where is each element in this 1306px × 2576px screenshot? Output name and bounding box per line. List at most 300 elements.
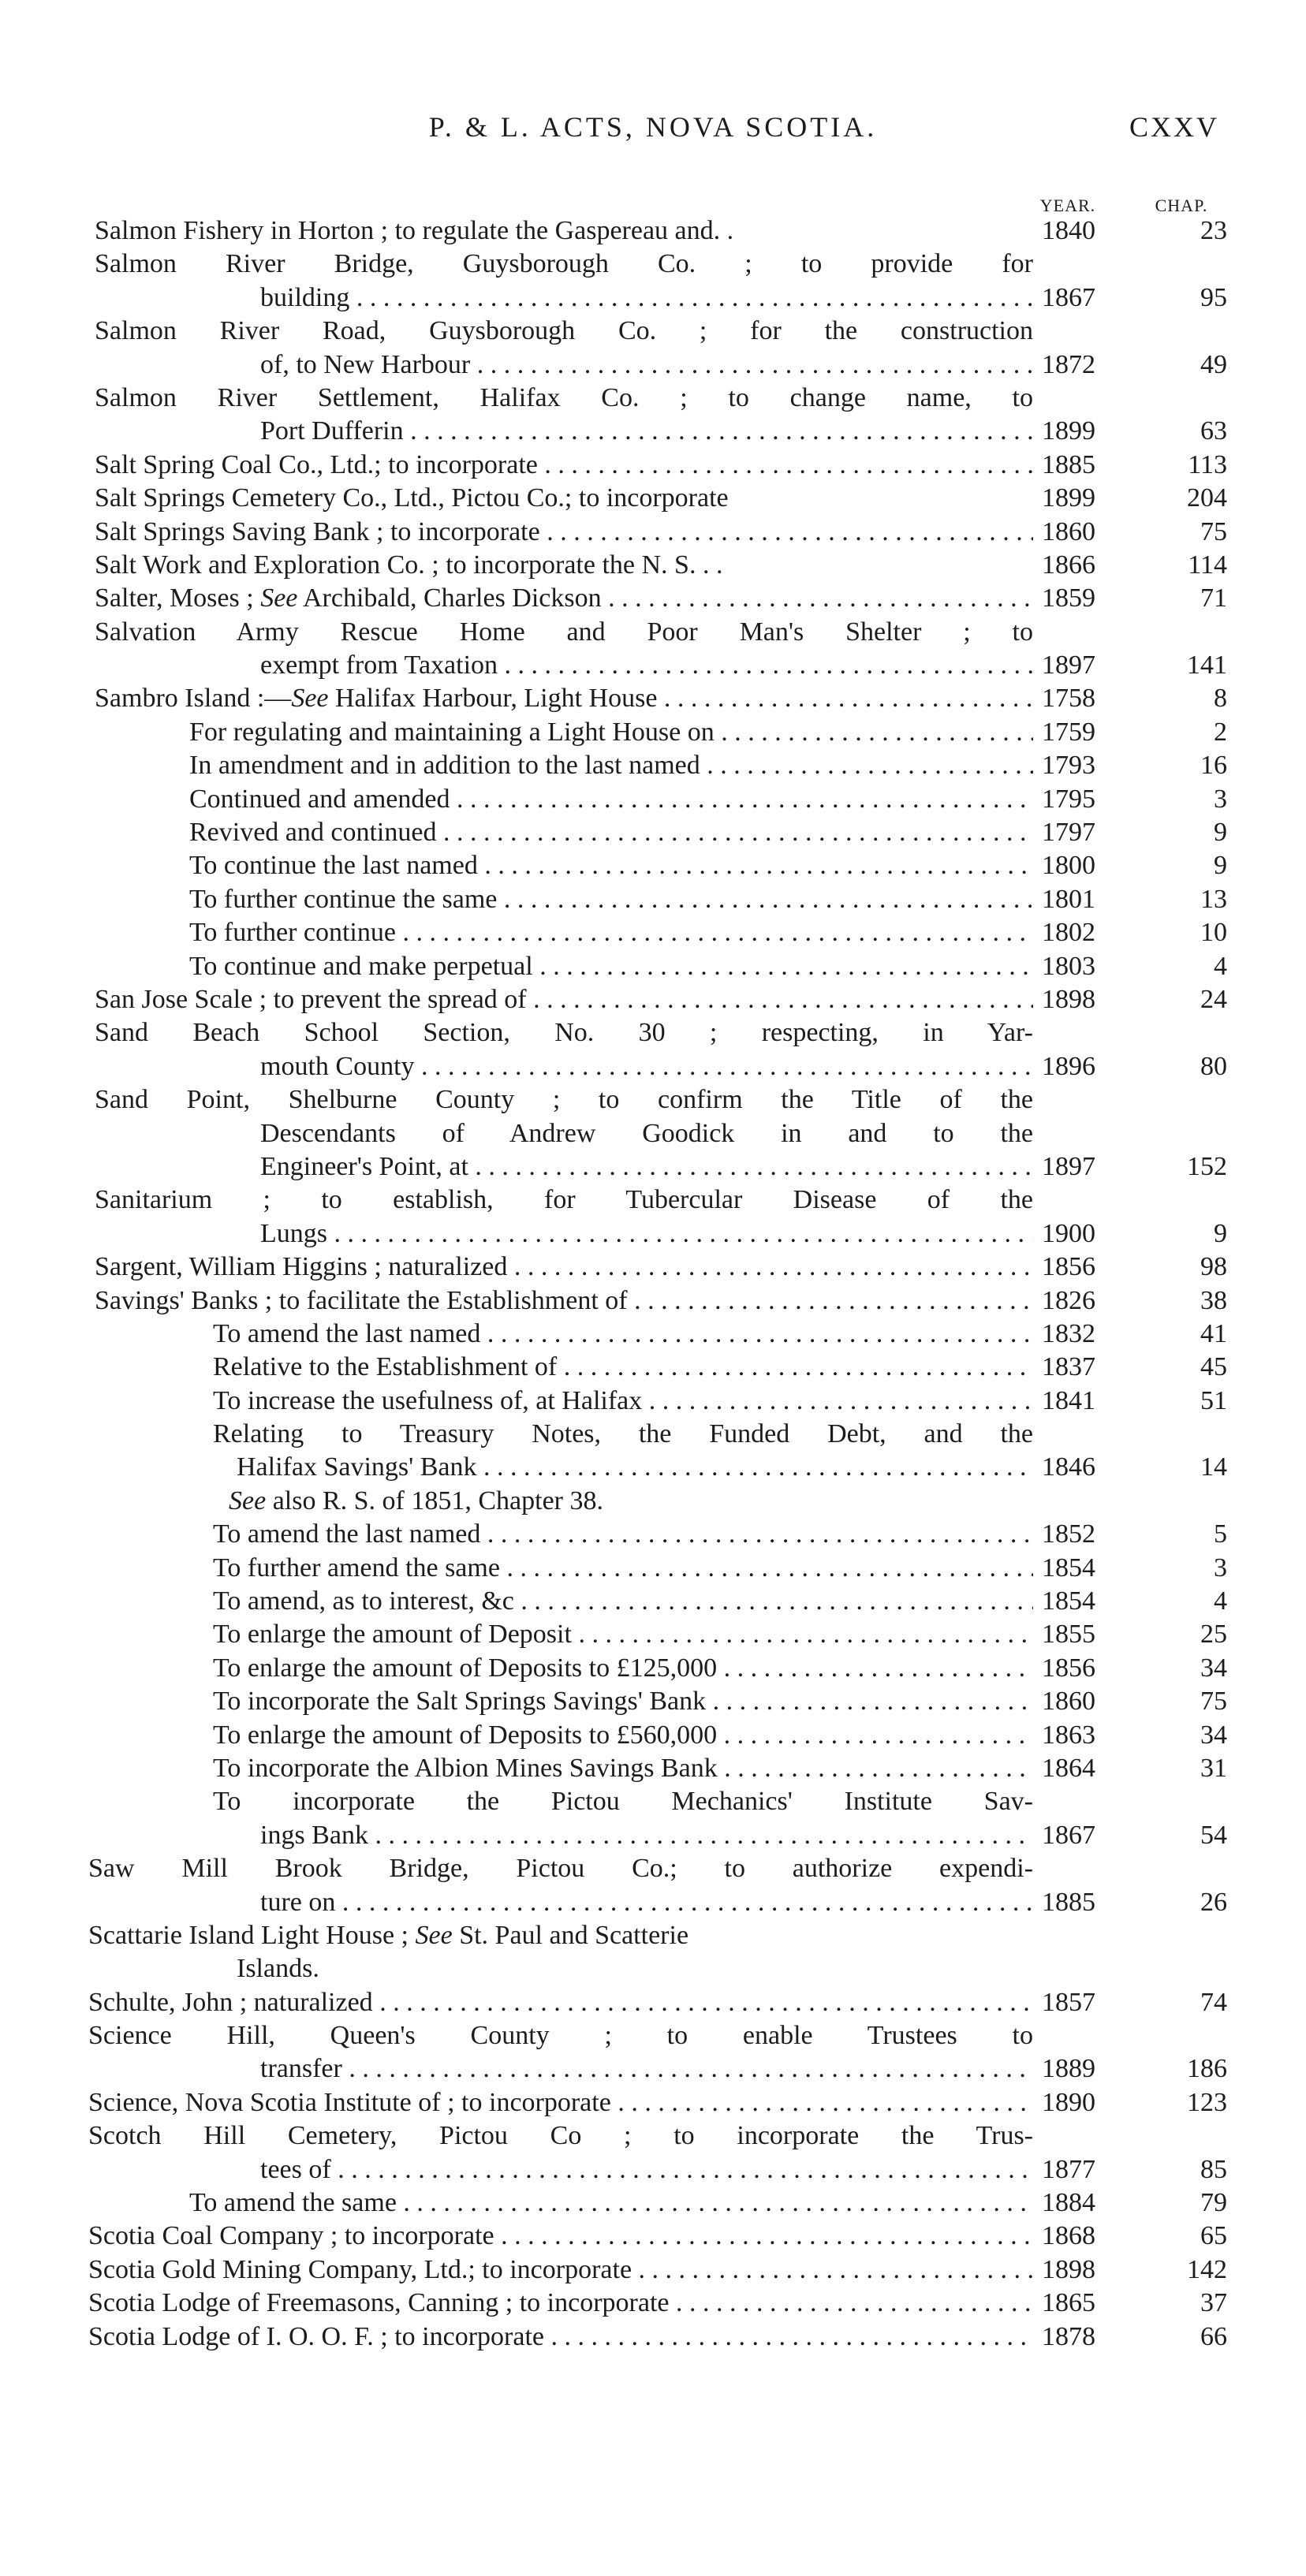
entry-heading: To enlarge the amount of Deposits to £125,000 [213,1653,718,1683]
entry-heading: ings Bank [260,1820,368,1850]
entry-year: 1878 [1042,2321,1095,2351]
entry-text [260,349,1033,382]
entry-text [189,849,1033,882]
index-line [0,2287,1306,2320]
index-line [0,549,1306,582]
entry-heading: Scotch Hill Cemetery, Pictou Co ; to incorporate the Trus- [88,2121,1033,2151]
entry-text [95,449,1033,482]
index-line [0,1385,1306,1418]
entry-chapter: 45 [1200,1352,1227,1382]
entry-text [95,582,1033,615]
entry-year: 1899 [1042,416,1095,446]
entry-chapter: 123 [1187,2087,1227,2117]
index-line [0,2052,1306,2086]
entry-year: 1896 [1042,1051,1095,1081]
index-line [0,1952,1306,1985]
entry-year: 1854 [1042,1553,1095,1583]
entry-year: 1801 [1042,884,1095,914]
entry-text [237,1451,1033,1484]
entry-heading: Sand Point, Shelburne County ; to confirm the Title of the [95,1085,1033,1115]
entry-year: 1877 [1042,2154,1095,2184]
index-line [0,2254,1306,2287]
entry-heading: ture on [260,1887,336,1917]
entry-year: 1897 [1042,1151,1095,1181]
entry-heading: tees of [260,2154,331,2184]
entry-heading: Revived and continued [189,818,437,848]
entry-text [213,1552,1033,1585]
entry-heading: Lungs [260,1218,327,1248]
entry-year: 1860 [1042,516,1095,546]
entry-year: 1890 [1042,2087,1095,2117]
entry-chapter: 79 [1200,2188,1227,2218]
index-line [0,582,1306,615]
index-line [0,816,1306,849]
index-line [0,1652,1306,1685]
entry-year: 1868 [1042,2221,1095,2251]
entry-year: 1854 [1042,1586,1095,1616]
index-line [0,2321,1306,2354]
entry-heading: Salt Work and Exploration Co. ; to incorporate the N. S. . . [95,550,723,580]
entry-chapter: 98 [1200,1252,1227,1282]
entry-chapter: 4 [1214,1586,1227,1616]
entry-chapter: 9 [1214,851,1227,881]
entry-chapter: 38 [1200,1285,1227,1315]
entry-chapter: 85 [1200,2154,1227,2184]
entry-text [95,1284,1033,1318]
entry-year: 1857 [1042,1987,1095,2017]
index-line [0,883,1306,916]
entry-chapter: 75 [1200,1687,1227,1717]
entry-text [95,482,1033,515]
entry-heading: To incorporate the Salt Springs Savings' Bank [213,1687,707,1717]
entry-heading: Salter, Moses ; [95,583,261,613]
entry-heading: Salmon River Settlement, Halifax Co. ; to change name, to [95,382,1033,412]
entry-heading: Engineer's Point, at [260,1151,468,1181]
entry-chapter: 2 [1214,717,1227,747]
index-line [0,1585,1306,1618]
entry-text [95,549,1033,582]
index-line [0,449,1306,482]
index-line [0,1351,1306,1384]
entry-year: 1797 [1042,818,1095,848]
entry-heading: To increase the usefulness of, at Halifax [213,1385,643,1415]
entry-heading: Salvation Army Rescue Home and Poor Man's Shelter ; to [95,617,1033,647]
index-line [0,1819,1306,1852]
entry-heading: To incorporate the Albion Mines Savings Bank [213,1753,718,1783]
entry-text [88,2220,1033,2253]
entry-heading: transfer [260,2054,342,2084]
entry-chapter: 49 [1200,349,1227,379]
entry-heading: To amend the same [189,2188,397,2218]
index-line [0,749,1306,782]
entry-year: 1865 [1042,2288,1095,2318]
entry-text [95,1016,1033,1049]
entry-chapter: 113 [1188,449,1227,479]
entry-text [95,214,1033,248]
entry-text [189,749,1033,782]
index-line [0,281,1306,315]
index-line [0,315,1306,348]
entry-year: 1885 [1042,1887,1095,1917]
entry-text [213,1318,1033,1351]
entry-text [213,1652,1033,1685]
index-line [0,415,1306,448]
entry-text [95,248,1033,281]
index-line [0,716,1306,749]
entry-reference: also R. S. of 1851, Chapter 38. [266,1486,603,1515]
entry-text [213,1685,1033,1718]
entry-year: 1826 [1042,1285,1095,1315]
entry-text [95,1083,1033,1117]
entry-text [260,1819,1033,1852]
entry-year: 1855 [1042,1620,1095,1650]
entry-year: 1759 [1042,717,1095,747]
entry-text [88,2287,1033,2320]
entry-text [88,1852,1033,1885]
entry-text [213,1719,1033,1752]
entry-text [213,1385,1033,1418]
entry-text [213,1618,1033,1651]
entry-chapter: 3 [1214,1553,1227,1583]
index-line [0,1919,1306,1952]
entry-heading: Saw Mill Brook Bridge, Pictou Co.; to authorize expendi- [88,1854,1033,1884]
index-line [0,2019,1306,2052]
index-line [0,649,1306,682]
entry-text [260,1886,1033,1919]
entry-year: 1900 [1042,1218,1095,1248]
entry-heading: mouth County [260,1051,415,1081]
entry-text [213,1518,1033,1551]
entry-heading: Scotia Coal Company ; to incorporate [88,2221,494,2251]
entry-text [189,916,1033,949]
entry-heading: Salt Springs Cemetery Co., Ltd., Pictou Co.; to incorporate [95,483,729,513]
entry-heading: To enlarge the amount of Deposit [213,1620,572,1650]
index-line [0,214,1306,248]
entry-heading: of, to New Harbour [260,349,471,379]
index-line [0,1685,1306,1718]
entry-year: 1872 [1042,349,1095,379]
entry-year: 1793 [1042,751,1095,781]
entry-heading: exempt from Taxation [260,651,498,680]
entry-year: 1867 [1042,282,1095,312]
entry-heading: To incorporate the Pictou Mechanics' Institute Sav- [213,1787,1033,1817]
entry-heading: To amend the last named [213,1519,481,1549]
entry-chapter: 141 [1187,651,1227,680]
entry-text [95,1251,1033,1284]
entry-heading: Salmon Fishery in Horton ; to regulate the Gaspereau and. . [95,216,734,245]
entry-chapter: 23 [1200,216,1227,245]
entry-year: 1795 [1042,784,1095,814]
entry-heading: building [260,282,350,312]
entry-text [260,2052,1033,2086]
index-line [0,1785,1306,1818]
entry-heading: Salt Springs Saving Bank ; to incorporate [95,516,540,546]
index-line [0,1752,1306,1785]
index-line [0,2220,1306,2253]
entry-year: 1884 [1042,2188,1095,2218]
index-line [0,849,1306,882]
entry-heading: Port Dufferin [260,416,404,446]
entry-chapter: 66 [1200,2321,1227,2351]
see-reference-marker: See [229,1486,267,1515]
entry-text [213,1351,1033,1384]
index-line [0,516,1306,549]
entry-chapter: 54 [1200,1820,1227,1850]
entry-text [88,2086,1033,2119]
entry-year: 1856 [1042,1653,1095,1683]
index-line [0,1050,1306,1083]
entry-year: 1846 [1042,1452,1095,1482]
entry-chapter: 80 [1200,1051,1227,1081]
index-line [0,1251,1306,1284]
entry-heading: Sand Beach School Section, No. 30 ; respecting, in Yar- [95,1018,1033,1048]
entry-text [88,2321,1033,2354]
page-header [0,110,1306,158]
entry-text [260,1150,1033,1184]
entry-chapter: 10 [1200,918,1227,948]
entry-heading: Salmon River Road, Guysborough Co. ; for the construction [95,316,1033,346]
entry-chapter: 9 [1214,1218,1227,1248]
entry-text [189,783,1033,816]
entry-heading: To further continue the same [189,884,498,914]
entry-text [260,415,1033,448]
entry-heading: Scattarie Island Light House ; [88,1920,416,1950]
entry-text [95,516,1033,549]
index-line [0,2153,1306,2186]
entry-chapter: 51 [1200,1385,1227,1415]
entry-year: 1864 [1042,1753,1095,1783]
index-line [0,1184,1306,1217]
entry-text [229,1485,1033,1518]
index-line [0,1150,1306,1184]
entry-chapter: 204 [1187,483,1227,513]
entry-heading: Scotia Lodge of I. O. O. F. ; to incorporate [88,2321,544,2351]
index-line [0,983,1306,1016]
index-line [0,616,1306,649]
index-line [0,1552,1306,1585]
index-line [0,2119,1306,2153]
entry-year: 1758 [1042,684,1095,714]
index-line [0,1986,1306,2019]
entry-year: 1859 [1042,583,1095,613]
see-reference-marker: See [291,684,329,714]
index-line [0,916,1306,949]
entry-reference: Archibald, Charles Dickson [297,583,602,613]
entry-heading: Descendants of Andrew Goodick in and to the [260,1118,1033,1148]
index-line [0,1485,1306,1518]
entry-text [88,1986,1033,2019]
index-line [0,1451,1306,1484]
entry-heading: Salmon River Bridge, Guysborough Co. ; to provide for [95,249,1033,279]
entry-year: 1841 [1042,1385,1095,1415]
entry-heading: To further amend the same [213,1553,500,1583]
index-line [0,682,1306,715]
entry-year: 1840 [1042,216,1095,245]
entry-year: 1897 [1042,651,1095,680]
entry-year: 1863 [1042,1720,1095,1750]
entry-heading: To enlarge the amount of Deposits to £560,000 [213,1720,718,1750]
entry-text [88,2119,1033,2153]
entry-text [189,716,1033,749]
entry-text [189,950,1033,983]
entry-heading: Continued and amended [189,784,450,814]
entry-text [88,1919,1033,1952]
entry-year: 1800 [1042,851,1095,881]
entry-chapter: 37 [1200,2288,1227,2318]
entry-heading: Salt Spring Coal Co., Ltd.; to incorporate [95,449,538,479]
entry-text [189,883,1033,916]
entry-year: 1867 [1042,1820,1095,1850]
entry-reference: Halifax Harbour, Light House [328,684,658,714]
entry-chapter: 152 [1187,1151,1227,1181]
entry-text [260,1217,1033,1251]
entry-text [95,983,1033,1016]
index-line [0,482,1306,515]
index-line [0,1618,1306,1651]
entry-year: 1856 [1042,1252,1095,1282]
entry-year: 1866 [1042,550,1095,580]
entry-chapter: 16 [1200,751,1227,781]
index-line [0,1418,1306,1451]
index-line [0,2086,1306,2119]
entry-chapter: 186 [1187,2054,1227,2084]
index-line [0,1284,1306,1318]
entry-year: 1852 [1042,1519,1095,1549]
index-line [0,1083,1306,1117]
entry-chapter: 4 [1214,951,1227,981]
index-line [0,2186,1306,2220]
entry-year: 1889 [1042,2054,1095,2084]
entry-text [95,315,1033,348]
entry-text [260,2153,1033,2186]
entry-year: 1803 [1042,951,1095,981]
entry-text [95,616,1033,649]
entry-year: 1837 [1042,1352,1095,1382]
entry-heading: Relating to Treasury Notes, the Funded Debt, and the [213,1419,1033,1449]
entry-heading: Scotia Gold Mining Company, Ltd.; to incorporate [88,2254,632,2284]
entry-year: 1899 [1042,483,1095,513]
entry-chapter: 142 [1187,2254,1227,2284]
entry-chapter: 9 [1214,818,1227,848]
entry-heading: Sanitarium ; to establish, for Tubercular Disease of the [95,1185,1033,1215]
index-line [0,1016,1306,1049]
entry-year: 1898 [1042,2254,1095,2284]
entry-reference: St. Paul and Scatterie [452,1920,689,1950]
entry-text [260,1050,1033,1083]
entry-heading: San Jose Scale ; to prevent the spread of [95,984,527,1014]
entry-heading: Schulte, John ; naturalized [88,1987,373,2017]
entry-chapter: 25 [1200,1620,1227,1650]
entry-heading: Savings' Banks ; to facilitate the Establishment of [95,1285,628,1315]
entry-text [237,1952,1033,1985]
entry-text [189,2186,1033,2220]
entry-heading: To further continue [189,918,396,948]
entry-chapter: 74 [1200,1987,1227,2017]
entry-text [95,1184,1033,1217]
entry-heading: Relative to the Establishment of [213,1352,558,1382]
entry-year: 1802 [1042,918,1095,948]
entry-year: 1832 [1042,1318,1095,1348]
entry-chapter: 63 [1200,416,1227,446]
entry-chapter: 75 [1200,516,1227,546]
entry-heading: Islands. [237,1954,319,1984]
entry-year: 1885 [1042,449,1095,479]
entry-chapter: 71 [1200,583,1227,613]
entry-heading: For regulating and maintaining a Light House on [189,717,715,747]
index-line [0,1886,1306,1919]
index-line [0,1318,1306,1351]
entry-text [260,281,1033,315]
entry-text [213,1585,1033,1618]
entry-heading: To continue and make perpetual [189,951,533,981]
entry-chapter: 8 [1214,684,1227,714]
index-line [0,248,1306,281]
see-reference-marker: See [260,583,298,613]
entry-heading: In amendment and in addition to the last named [189,751,700,781]
year-column-header: YEAR. [1039,196,1096,215]
index-line [0,349,1306,382]
entry-heading: Science, Nova Scotia Institute of ; to incorporate [88,2087,611,2117]
entry-chapter: 114 [1188,550,1227,580]
index-line [0,783,1306,816]
index-line [0,1117,1306,1150]
entry-chapter: 34 [1200,1720,1227,1750]
index-line [0,950,1306,983]
entry-chapter: 65 [1200,2221,1227,2251]
index-line [0,1217,1306,1251]
entry-chapter: 26 [1200,1887,1227,1917]
entry-chapter: 5 [1214,1519,1227,1549]
entry-chapter: 31 [1200,1753,1227,1783]
entry-chapter: 95 [1200,282,1227,312]
entry-text [95,682,1033,715]
index-line [0,382,1306,415]
entry-text [213,1418,1033,1451]
index-entries [0,214,1306,2354]
entry-chapter: 14 [1200,1452,1227,1482]
entry-text [213,1785,1033,1818]
entry-chapter: 13 [1200,884,1227,914]
index-line [0,1852,1306,1885]
entry-heading: Scotia Lodge of Freemasons, Canning ; to incorporate [88,2288,670,2318]
entry-text [260,1117,1033,1150]
entry-text [95,382,1033,415]
entry-heading: Halifax Savings' Bank [237,1452,477,1482]
entry-chapter: 34 [1200,1653,1227,1683]
entry-year: 1898 [1042,984,1095,1014]
running-title: P. & L. ACTS, NOVA SCOTIA. [428,111,878,143]
entry-text [88,2019,1033,2052]
index-line [0,1719,1306,1752]
chap-column-header: CHAP. [1155,196,1208,215]
entry-heading: To amend, as to interest, &c [213,1586,514,1616]
entry-text [213,1752,1033,1785]
entry-chapter: 24 [1200,984,1227,1014]
page-number: CXXV [1129,111,1219,143]
entry-year: 1860 [1042,1687,1095,1717]
entry-text [88,2254,1033,2287]
entry-heading: To amend the last named [213,1318,481,1348]
entry-heading: Sargent, William Higgins ; naturalized [95,1252,508,1282]
see-reference-marker: See [415,1920,453,1950]
entry-heading: Science Hill, Queen's County ; to enable Trustees to [88,2021,1033,2051]
entry-chapter: 41 [1200,1318,1227,1348]
entry-text [260,649,1033,682]
entry-heading: To continue the last named [189,851,478,881]
entry-text [189,816,1033,849]
entry-heading: Sambro Island :— [95,684,292,714]
index-line [0,1518,1306,1551]
